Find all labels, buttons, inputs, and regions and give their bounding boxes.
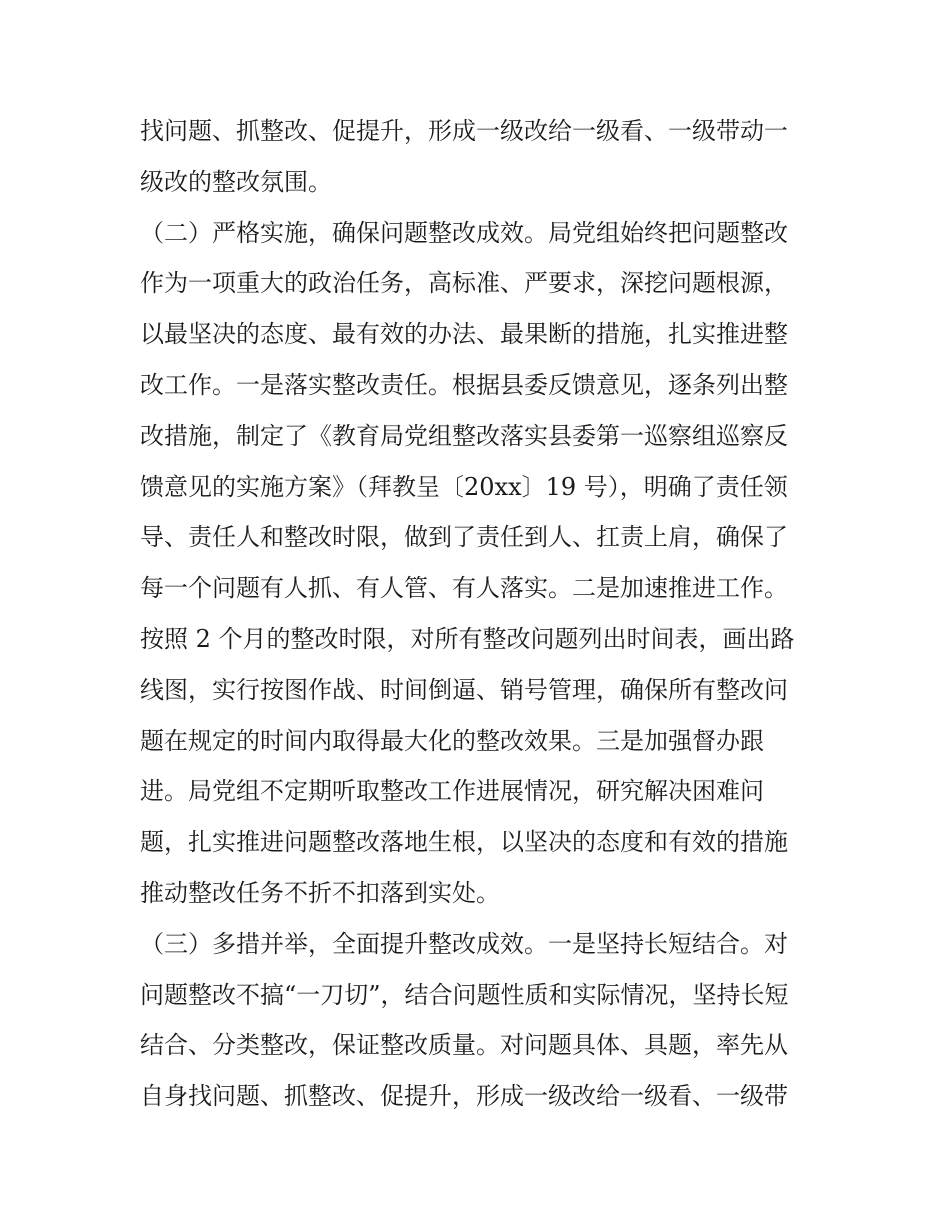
text-line-20: 自身找问题、抓整改、促提升，形成一级改给一级看、一级带 <box>140 1082 788 1111</box>
text-line-4: 作为一项重大的政治任务，高标准、严要求，深挖问题根源， <box>140 269 788 298</box>
text-line-12: 线图，实行按图作战、时间倒逼、销号管理，确保所有整改问 <box>140 675 788 704</box>
text-line-17: （三）多措并举，全面提升整改成效。一是坚持长短结合。对 <box>140 929 788 958</box>
text-line-19: 结合、分类整改，保证整改质量。对问题具体、具题，率先从 <box>140 1031 788 1060</box>
text-line-6: 改工作。一是落实整改责任。根据县委反馈意见，逐条列出整 <box>140 370 788 399</box>
text-line-16: 推动整改任务不折不扣落到实处。 <box>140 878 500 907</box>
text-line-18: 问题整改不搞“一刀切”，结合问题性质和实际情况，坚持长短 <box>140 980 789 1009</box>
text-line-8: 馈意见的实施方案》（拜教呈〔20xx〕19 号），明确了责任领 <box>140 472 788 501</box>
text-line-13: 题在规定的时间内取得最大化的整改效果。三是加强督办跟 <box>140 726 764 755</box>
text-line-2: 级改的整改氛围。 <box>140 167 332 196</box>
text-line-14: 进。局党组不定期听取整改工作进展情况，研究解决困难问 <box>140 777 764 806</box>
text-line-1: 找问题、抓整改、促提升，形成一级改给一级看、一级带动一 <box>140 117 788 145</box>
text-line-7: 改措施，制定了《教育局党组整改落实县委第一巡察组巡察反 <box>140 421 788 450</box>
text-line-3: （二）严格实施，确保问题整改成效。局党组始终把问题整改 <box>140 218 788 247</box>
body-text <box>140 106 840 1122</box>
text-line-15: 题，扎实推进问题整改落地生根，以坚决的态度和有效的措施 <box>140 828 788 857</box>
text-line-10: 每一个问题有人抓、有人管、有人落实。二是加速推进工作。 <box>140 574 788 603</box>
text-line-11: 按照 2 个月的整改时限，对所有整改问题列出时间表，画出路 <box>140 624 795 653</box>
text-line-5: 以最坚决的态度、最有效的办法、最果断的措施，扎实推进整 <box>140 320 788 349</box>
text-line-9: 导、责任人和整改时限，做到了责任到人、扛责上肩，确保了 <box>140 523 788 552</box>
